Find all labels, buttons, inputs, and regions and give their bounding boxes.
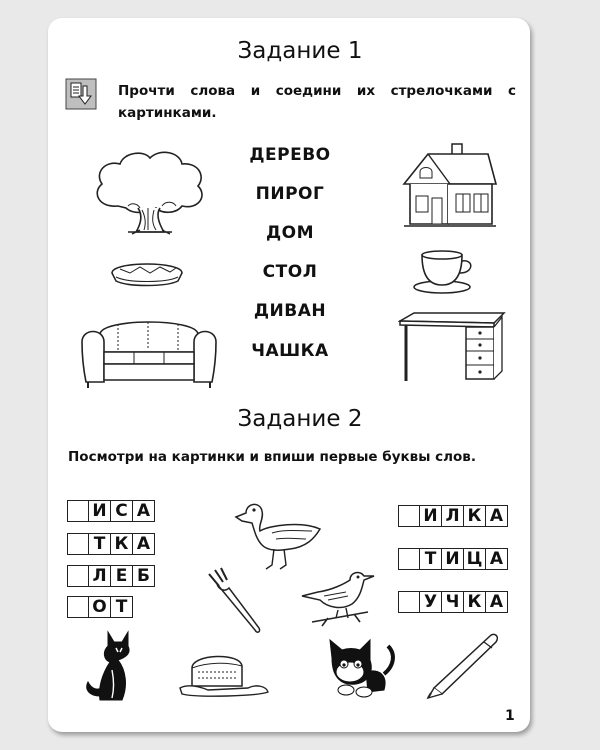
house-picture: [400, 140, 498, 232]
letter-cell: И: [88, 500, 111, 522]
pen-picture: [424, 630, 504, 702]
word-row-fox: [67, 500, 155, 522]
word-row-bird: [398, 548, 508, 570]
word-cup: ЧАШКА: [251, 341, 329, 361]
bird-picture: [298, 566, 376, 628]
letter-cell: А: [485, 505, 508, 527]
letter-cell: О: [88, 596, 111, 618]
duck-picture: [232, 495, 324, 573]
word-row-fork: [398, 505, 508, 527]
word-tree: ДЕРЕВО: [249, 145, 331, 165]
write-icon: [65, 78, 97, 110]
letter-cell: И: [419, 505, 442, 527]
pie-picture: [108, 255, 186, 289]
letter-cell: Л: [88, 565, 111, 587]
blank-letter-cell[interactable]: [67, 500, 89, 522]
letter-cell: Б: [132, 565, 155, 587]
word-table: СТОЛ: [262, 262, 318, 282]
letter-cell: И: [441, 548, 464, 570]
page-number: 1: [505, 708, 515, 724]
letter-cell: Л: [441, 505, 464, 527]
letter-cell: А: [485, 591, 508, 613]
sofa-picture: [78, 312, 220, 390]
word-row-duck: [67, 533, 155, 555]
task2-title: Задание 2: [237, 406, 363, 432]
blank-letter-cell[interactable]: [67, 596, 89, 618]
letter-cell: К: [463, 591, 486, 613]
letter-cell: Т: [110, 596, 133, 618]
word-sofa: ДИВАН: [253, 301, 327, 321]
letter-cell: К: [463, 505, 486, 527]
task1-title: Задание 1: [237, 38, 363, 64]
cat-picture: [322, 632, 400, 702]
letter-cell: А: [132, 533, 155, 555]
blank-letter-cell[interactable]: [398, 591, 420, 613]
task1-instruction: Прочти слова и соедини их стрелочками с картинками.: [118, 83, 516, 121]
blank-letter-cell[interactable]: [67, 565, 89, 587]
fox-picture: [82, 630, 142, 706]
desk-picture: [398, 311, 508, 385]
word-row-pen: [398, 591, 508, 613]
word-house: ДОМ: [265, 223, 314, 243]
task2-instruction: Посмотри на картинки и впиши первые буквы слов.: [68, 449, 476, 465]
letter-cell: У: [419, 591, 442, 613]
word-row-bread: [67, 565, 155, 587]
letter-cell: С: [110, 500, 133, 522]
letter-cell: Т: [419, 548, 442, 570]
blank-letter-cell[interactable]: [67, 533, 89, 555]
letter-cell: А: [132, 500, 155, 522]
word-row-cat: [67, 596, 133, 618]
letter-cell: Ц: [463, 548, 486, 570]
letter-cell: К: [110, 533, 133, 555]
blank-letter-cell[interactable]: [398, 505, 420, 527]
bread-picture: [178, 650, 270, 698]
fork-picture: [205, 566, 265, 636]
letter-cell: Т: [88, 533, 111, 555]
tree-picture: [88, 148, 210, 240]
letter-cell: Ч: [441, 591, 464, 613]
blank-letter-cell[interactable]: [398, 548, 420, 570]
letter-cell: А: [485, 548, 508, 570]
word-pie: ПИРОГ: [255, 184, 325, 204]
cup-picture: [412, 247, 478, 295]
letter-cell: Е: [110, 565, 133, 587]
